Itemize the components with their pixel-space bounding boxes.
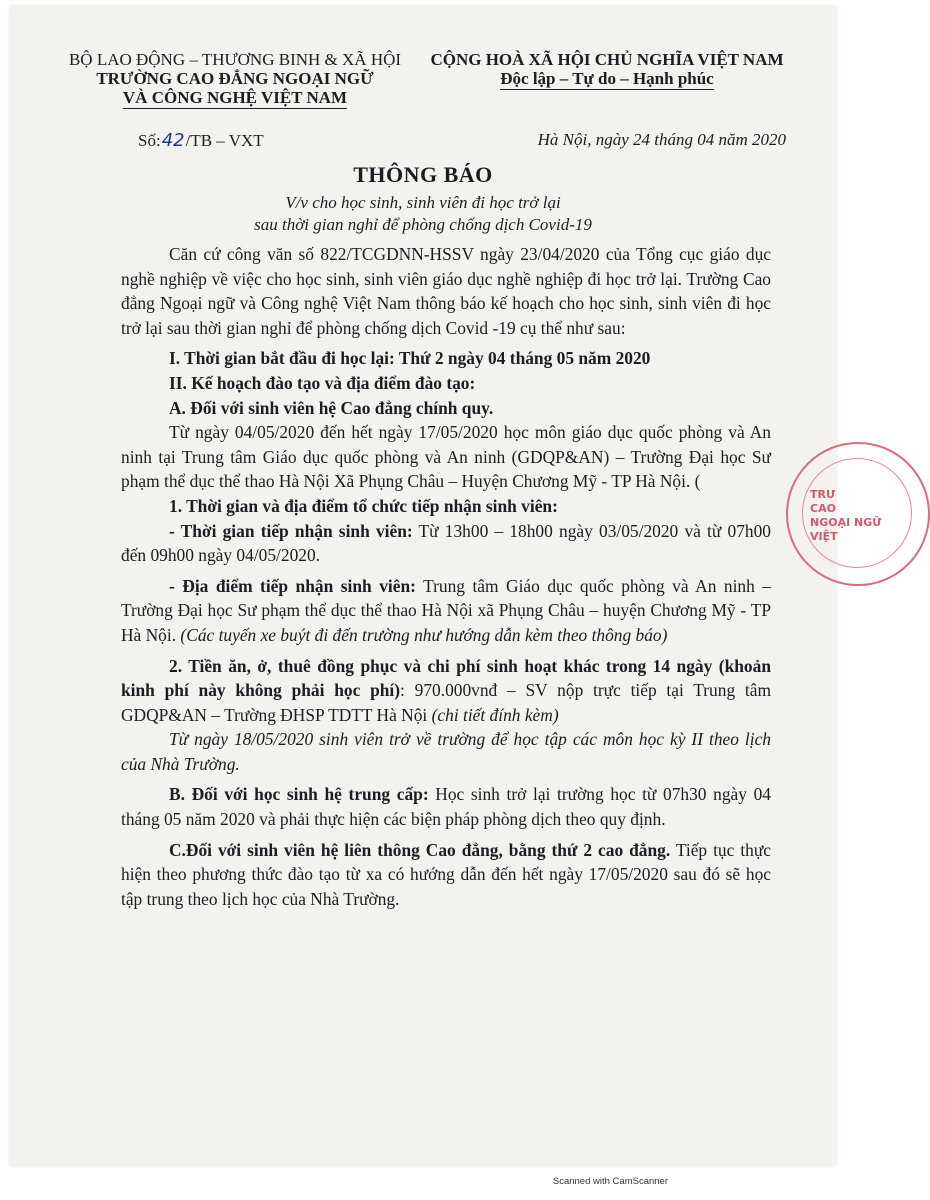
subsection-1-heading: 1. Thời gian và địa điểm tổ chức tiếp nhận sinh viên: [169, 495, 558, 516]
document-number-suffix: /TB – VXT [185, 131, 264, 150]
seal-text-line1: TRƯ [810, 488, 836, 501]
reception-time-text: Từ 13h00 – 18h00 ngày 03/05/2020 và từ 07h00 đến 09h00 ngày 04/05/2020. [121, 520, 771, 566]
fees-note: (chi tiết đính kèm) [431, 704, 559, 725]
section-b-heading: B. Đối với học sinh hệ trung cấp: [169, 784, 429, 805]
place-date: Hà Nội, ngày 24 tháng 04 năm 2020 [537, 130, 786, 149]
fees-text: : 970.000vnđ – SV nộp trực tiếp tại Trung tâm GDQP&AN – Trường ĐHSP TDTT Hà Nội [121, 680, 771, 725]
reception-place-label: - Địa điểm tiếp nhận sinh viên: [169, 575, 416, 596]
return-paragraph: Từ ngày 18/05/2020 sinh viên trở về trường để học tập các môn học kỳ II theo lịch của Nhà Trường. [121, 729, 771, 774]
school-name-line2: VÀ CÔNG NGHỆ VIỆT NAM [122, 88, 348, 107]
reception-place-note: (Các tuyến xe buýt đi đến trường như hướng dẫn kèm theo thông báo) [180, 624, 668, 645]
seal-text [810, 488, 881, 544]
section-2-heading: II. Kế hoạch đào tạo và địa điểm đào tạo: [169, 372, 476, 393]
section-b-text: Học sinh trở lại trường học từ 07h30 ngày 04 tháng 05 năm 2020 và phải thực hiện các biện pháp phòng dịch theo quy định. [121, 784, 771, 830]
nation-name: CỘNG HOÀ XÃ HỘI CHỦ NGHĨA VIỆT NAM [430, 50, 784, 69]
national-header [420, 50, 794, 90]
scanner-watermark: Scanned with CamScanner [552, 1176, 668, 1187]
document-number-prefix: Số: [138, 131, 161, 150]
seal-text-line4: VIỆT [810, 530, 838, 543]
fees-heading: 2. Tiền ăn, ở, thuê đồng phục và chi phí sinh hoạt khác trong 14 ngày (khoản kinh phí này không phải học phí) [121, 655, 771, 701]
issuer-header [60, 50, 410, 109]
subject-line1: V/v cho học sinh, sinh viên đi học trở lại [285, 193, 561, 212]
section-a-paragraph: Từ ngày 04/05/2020 đến hết ngày 17/05/2020 học môn giáo dục quốc phòng và An ninh tại Trung tâm Giáo dục quốc phòng và An ninh (GDQP&AN) – Trường Đại học Sư phạm thể dục thể thao Hà Nội Xã Phụng Châu – Huyện Chương Mỹ - TP Hà Nội. ( [121, 422, 771, 492]
document-page [10, 6, 882, 1166]
reception-place-paragraph [121, 574, 771, 648]
seal-text-line2: CAO [810, 502, 836, 515]
reception-place-text: Trung tâm Giáo dục quốc phòng và An ninh – Trường Đại học Sư phạm thể dục thể thao Hà Nội xã Phụng Châu – huyện Chương Mỹ - TP Hà Nội. [121, 575, 771, 645]
school-name-line1: TRƯỜNG CAO ĐẲNG NGOẠI NGỮ [96, 69, 374, 88]
document-number-handwritten: 42 [161, 130, 185, 151]
fees-paragraph [121, 654, 771, 728]
section-b-paragraph [121, 782, 771, 831]
national-motto: Độc lập – Tự do – Hạnh phúc [500, 69, 714, 88]
intro-paragraph: Căn cứ công văn số 822/TCGDNN-HSSV ngày 23/04/2020 của Tổng cục giáo dục nghề nghiệp về việc cho học sinh, sinh viên giáo dục nghề nghiệp đi học trở lại. Trường Cao đẳng Ngoại ngữ và Công nghệ Việt Nam thông báo kế hoạch cho học sinh, sinh viên đi học trở lại sau thời gian nghỉ để phòng chống dịch Covid -19 cụ thể như sau: [121, 244, 771, 338]
document-title: THÔNG BÁO [353, 162, 493, 187]
ministry-name: BỘ LAO ĐỘNG – THƯƠNG BINH & XÃ HỘI [68, 50, 402, 69]
section-c-text: Tiếp tục thực hiện theo phương thức đào tạo từ xa có hướng dẫn đến hết ngày 17/05/2020 sau đó sẽ học tập trung theo lịch học của Nhà Trường. [121, 839, 771, 909]
subject-line2: sau thời gian nghỉ để phòng chống dịch Covid-19 [254, 215, 592, 234]
section-c-heading: C.Đối với sinh viên hệ liên thông Cao đẳng, bằng thứ 2 cao đẳng. [169, 839, 671, 860]
document-subject [10, 192, 836, 236]
reception-time-paragraph [121, 519, 771, 568]
section-a-heading: A. Đối với sinh viên hệ Cao đẳng chính quy. [169, 397, 494, 418]
section-c-paragraph [121, 838, 771, 912]
document-body [121, 242, 771, 911]
reception-time-label: - Thời gian tiếp nhận sinh viên: [169, 520, 413, 541]
red-seal-stamp [786, 442, 930, 586]
document-number [138, 130, 264, 151]
section-1-heading: I. Thời gian bắt đầu đi học lại: Thứ 2 ngày 04 tháng 05 năm 2020 [169, 348, 651, 369]
seal-text-line3: NGOẠI NGỮ [810, 516, 882, 529]
